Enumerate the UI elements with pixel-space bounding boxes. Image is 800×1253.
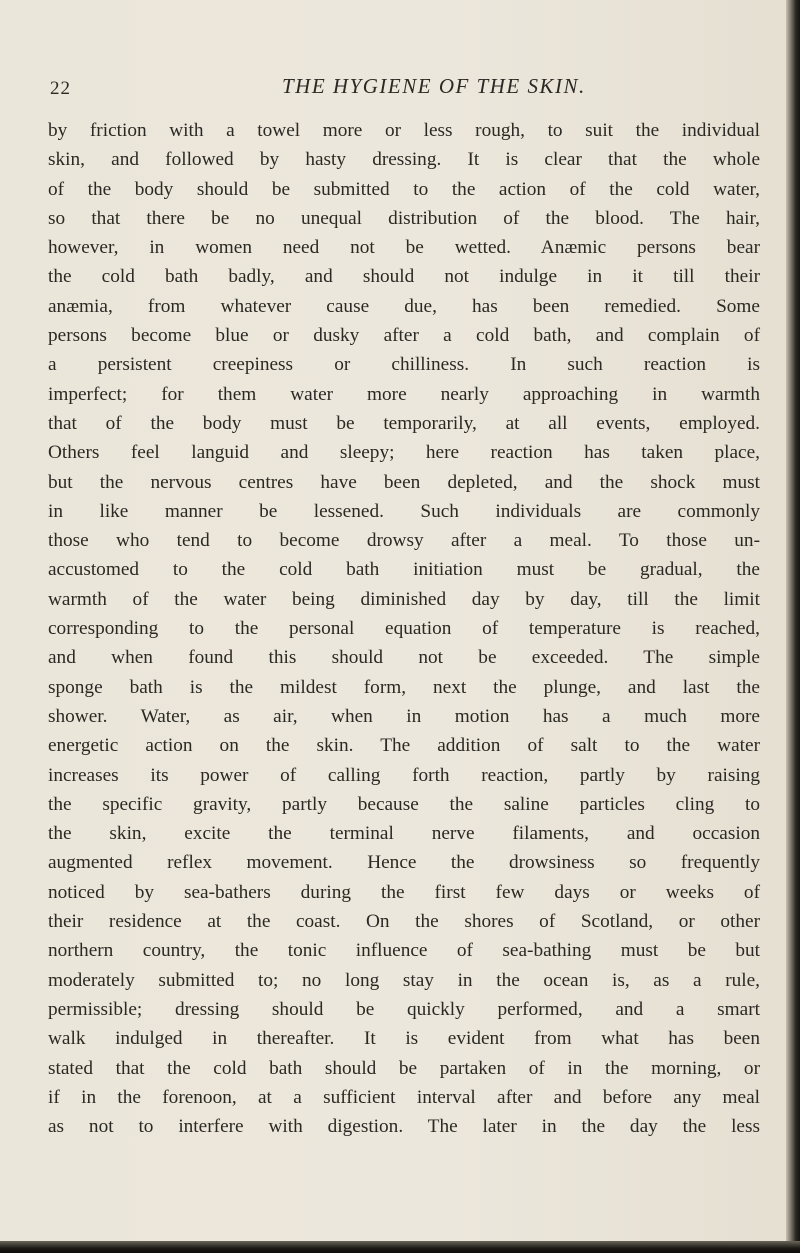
text-line: permissible; dressing should be quickly performed, and a smart (48, 998, 760, 1020)
text-line: skin, and followed by hasty dressing. It is clear that the whole (48, 149, 760, 171)
running-head (50, 74, 750, 108)
text-line: moderately submitted to; no long stay in the ocean is, as a rule, (48, 969, 760, 991)
text-line: in like manner be lessened. Such individuals are commonly (48, 500, 760, 522)
text-line: Others feel languid and sleepy; here reaction has taken place, (48, 442, 760, 464)
text-line: noticed by sea-bathers during the first few days or weeks of (48, 881, 760, 903)
text-line: a persistent creepiness or chilliness. In such reaction is (48, 354, 760, 376)
text-line: northern country, the tonic influence of sea-bathing must be but (48, 940, 760, 962)
text-line: by friction with a towel more or less rough, to suit the individual (48, 120, 760, 141)
page-number: 22 (50, 78, 71, 99)
text-line: if in the forenoon, at a sufficient interval after and before any meal (48, 1086, 760, 1108)
text-line: augmented reflex movement. Hence the drowsiness so frequently (48, 852, 760, 874)
text-line: shower. Water, as air, when in motion has a much more (48, 705, 760, 727)
text-line: and when found this should not be exceeded. The simple (48, 647, 760, 669)
text-line: however, in women need not be wetted. Anæmic persons bear (48, 237, 760, 259)
text-line: walk indulged in thereafter. It is evident from what has been (48, 1028, 760, 1050)
text-line: the skin, excite the terminal nerve filaments, and occasion (48, 823, 760, 845)
text-line: accustomed to the cold bath initiation must be gradual, the (48, 559, 760, 581)
text-line: those who tend to become drowsy after a meal. To those un- (48, 530, 760, 552)
text-line: increases its power of calling forth reaction, partly by raising (48, 764, 760, 786)
text-line: persons become blue or dusky after a cold bath, and complain of (48, 325, 760, 347)
text-line: warmth of the water being diminished day by day, till the limit (48, 588, 760, 610)
text-line: anæmia, from whatever cause due, has been remedied. Some (48, 295, 760, 317)
text-line: as not to interfere with digestion. The later in the day the less (48, 1116, 760, 1138)
page-title: THE HYGIENE OF THE SKIN. (282, 74, 586, 98)
text-line: the cold bath badly, and should not indulge in it till their (48, 266, 760, 288)
text-line: that of the body must be temporarily, at all events, employed. (48, 412, 760, 434)
text-line: energetic action on the skin. The addition of salt to the water (48, 735, 760, 757)
text-line: imperfect; for them water more nearly approaching in warmth (48, 383, 760, 405)
text-line: their residence at the coast. On the shores of Scotland, or other (48, 911, 760, 933)
text-line: so that there be no unequal distribution of the blood. The hair, (48, 207, 760, 229)
page-bottom-edge (0, 1241, 800, 1253)
text-line: corresponding to the personal equation of temperature is reached, (48, 618, 760, 640)
book-spine-shadow (786, 0, 800, 1253)
text-line: of the body should be submitted to the action of the cold water, (48, 178, 760, 200)
text-line: stated that the cold bath should be partaken of in the morning, or (48, 1057, 760, 1079)
text-line: sponge bath is the mildest form, next the plunge, and last the (48, 676, 760, 698)
text-line: the specific gravity, partly because the saline particles cling to (48, 793, 760, 815)
body-text (48, 116, 760, 1141)
text-line: but the nervous centres have been depleted, and the shock must (48, 471, 760, 493)
